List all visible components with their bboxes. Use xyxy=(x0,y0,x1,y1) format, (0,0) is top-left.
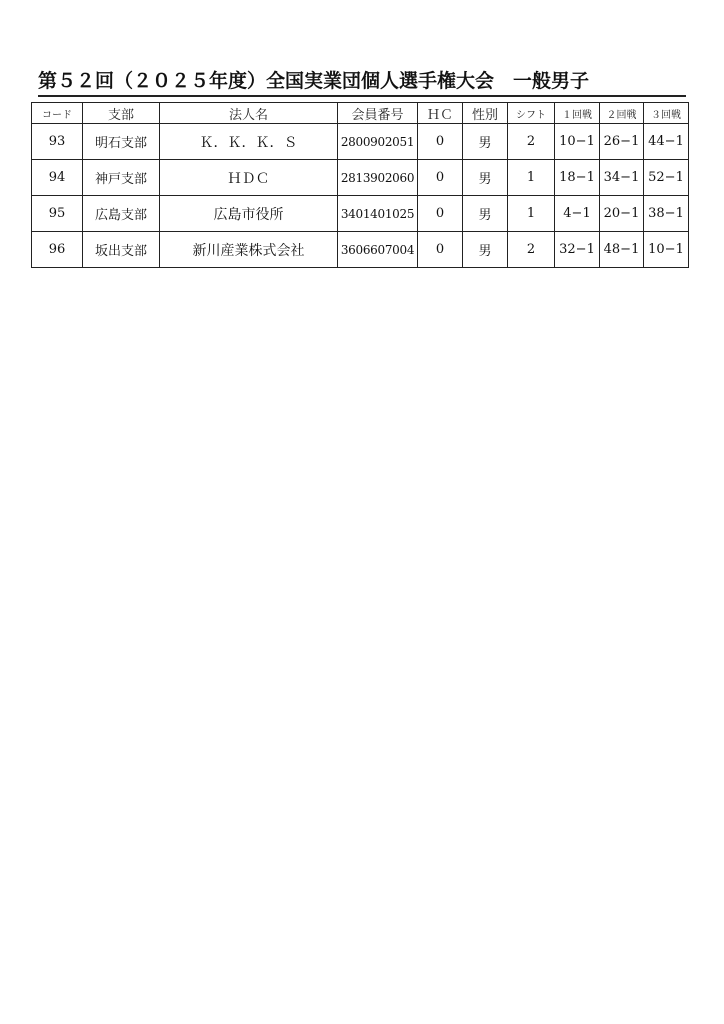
cell-corporation: 新川産業株式会社 xyxy=(160,232,338,268)
header-gender: 性別 xyxy=(463,103,508,124)
cell-gender: 男 xyxy=(463,124,508,160)
cell-code: 95 xyxy=(32,196,83,232)
cell-round-1: 18−1 xyxy=(555,160,600,196)
table-row xyxy=(32,232,689,268)
cell-member-number: 2813902060 xyxy=(338,160,418,196)
table-row xyxy=(32,196,689,232)
cell-code: 96 xyxy=(32,232,83,268)
page-title: 第５２回（２０２５年度）全国実業団個人選手権大会 一般男子 xyxy=(38,68,686,97)
header-branch: 支部 xyxy=(83,103,160,124)
cell-hc: 0 xyxy=(418,232,463,268)
cell-round-2: 34−1 xyxy=(600,160,644,196)
cell-round-2: 20−1 xyxy=(600,196,644,232)
header-corporation: 法人名 xyxy=(160,103,338,124)
cell-hc: 0 xyxy=(418,124,463,160)
cell-round-3: 52−1 xyxy=(644,160,689,196)
entry-table xyxy=(31,102,689,268)
header-row xyxy=(32,103,689,124)
table-row xyxy=(32,124,689,160)
cell-shift: 1 xyxy=(508,160,555,196)
cell-branch: 神戸支部 xyxy=(83,160,160,196)
cell-code: 93 xyxy=(32,124,83,160)
header-hc: ＨＣ xyxy=(418,103,463,124)
cell-shift: 2 xyxy=(508,232,555,268)
cell-code: 94 xyxy=(32,160,83,196)
header-code: コード xyxy=(32,103,83,124)
cell-round-3: 38−1 xyxy=(644,196,689,232)
cell-member-number: 2800902051 xyxy=(338,124,418,160)
cell-branch: 明石支部 xyxy=(83,124,160,160)
cell-gender: 男 xyxy=(463,160,508,196)
cell-round-1: 4−1 xyxy=(555,196,600,232)
cell-round-2: 26−1 xyxy=(600,124,644,160)
header-shift: シフト xyxy=(508,103,555,124)
cell-branch: 坂出支部 xyxy=(83,232,160,268)
header-round-3: ３回戦 xyxy=(644,103,689,124)
cell-round-3: 44−1 xyxy=(644,124,689,160)
cell-hc: 0 xyxy=(418,196,463,232)
cell-member-number: 3606607004 xyxy=(338,232,418,268)
header-round-2: ２回戦 xyxy=(600,103,644,124)
cell-corporation: Ｋ．Ｋ．Ｋ．Ｓ xyxy=(160,124,338,160)
cell-round-3: 10−1 xyxy=(644,232,689,268)
cell-shift: 2 xyxy=(508,124,555,160)
cell-shift: 1 xyxy=(508,196,555,232)
header-round-1: １回戦 xyxy=(555,103,600,124)
cell-hc: 0 xyxy=(418,160,463,196)
cell-round-2: 48−1 xyxy=(600,232,644,268)
cell-member-number: 3401401025 xyxy=(338,196,418,232)
cell-gender: 男 xyxy=(463,196,508,232)
table-row xyxy=(32,160,689,196)
cell-gender: 男 xyxy=(463,232,508,268)
cell-round-1: 10−1 xyxy=(555,124,600,160)
cell-corporation: ＨＤＣ xyxy=(160,160,338,196)
header-member-number: 会員番号 xyxy=(338,103,418,124)
cell-corporation: 広島市役所 xyxy=(160,196,338,232)
cell-branch: 広島支部 xyxy=(83,196,160,232)
cell-round-1: 32−1 xyxy=(555,232,600,268)
